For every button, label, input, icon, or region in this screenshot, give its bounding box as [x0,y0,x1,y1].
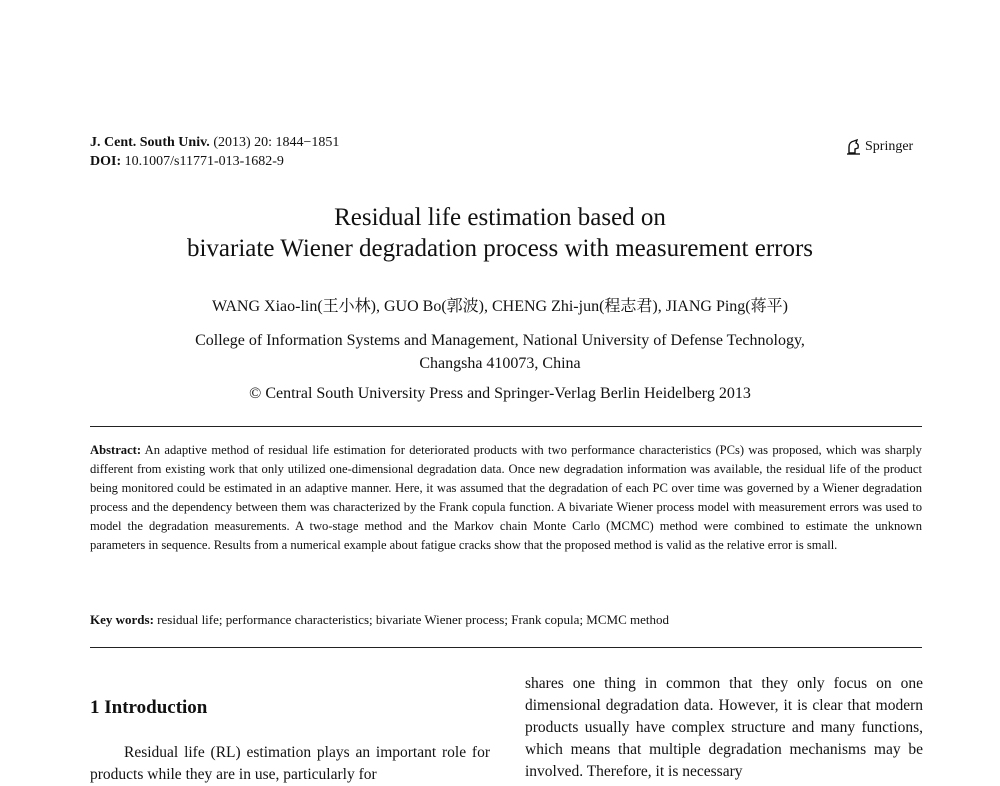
title-line-2: bivariate Wiener degradation process with measurement errors [186,235,814,262]
publisher-logo [846,138,913,156]
authors: WANG Xiao-lin(王小林), GUO Bo(郭波), CHENG Zhi-jun(程志君), JIANG Ping(蒋平) [212,298,788,315]
intro-left-column: Residual life (RL) estimation plays an important role for products while they are in use, particularly for [90,744,490,783]
doi-label: DOI: [90,154,122,169]
paper-title [0,202,1000,264]
divider-bottom [90,647,922,648]
doi-value: 10.1007/s11771-013-1682-9 [124,154,284,169]
publisher-name: Springer [865,139,914,154]
keywords-text: residual life; performance characteristics; bivariate Wiener process; Frank copula; MCMC method [157,612,670,627]
abstract [90,441,922,555]
affiliation [0,329,1000,375]
keywords [90,612,922,628]
affiliation-line-2: Changsha 410073, China [419,355,581,372]
copyright-notice: © Central South University Press and Springer-Verlag Berlin Heidelberg 2013 [249,385,751,402]
keywords-label: Key words: [90,612,154,627]
journal-name: J. Cent. South Univ. [90,135,210,150]
intro-right-column: shares one thing in common that they only focus on one dimensional degradation data. However, it is clear that modern products usually have complex structure and many functions, which means that multiple degradation mechanisms may be involved. Therefore, it is necessary [525,675,923,780]
divider-top [90,426,922,427]
abstract-text: An adaptive method of residual life estimation for deteriorated products with two performance characteristics (PCs) was proposed, which was sharply different from existing work that only utilized one-dimensional degradation data. Once new degradation information was available, the residual life of the product being monitored could be estimated in an adaptive manner. Here, it was assumed that the degradation of each PC over time was governed by a Wiener degradation process and the dependency between them was characterized by the Frank copula function. A bivariate Wiener process model with measurement errors was used to model the degradation measurements. A two-stage method and the Markov chain Monte Carlo (MCMC) method were combined to estimate the unknown parameters in sequence. Results from a numerical example about fatigue cracks show that the proposed method is valid as the relative error is small. [90,443,922,552]
journal-citation [90,133,339,171]
affiliation-line-1: College of Information Systems and Management, National University of Defense Technology, [195,332,805,349]
abstract-label: Abstract: [90,443,142,457]
journal-info: (2013) 20: 1844−1851 [213,135,340,150]
title-line-1: Residual life estimation based on [334,204,666,231]
springer-horse-icon [846,138,861,156]
section-heading-introduction: 1 Introduction [90,697,208,718]
